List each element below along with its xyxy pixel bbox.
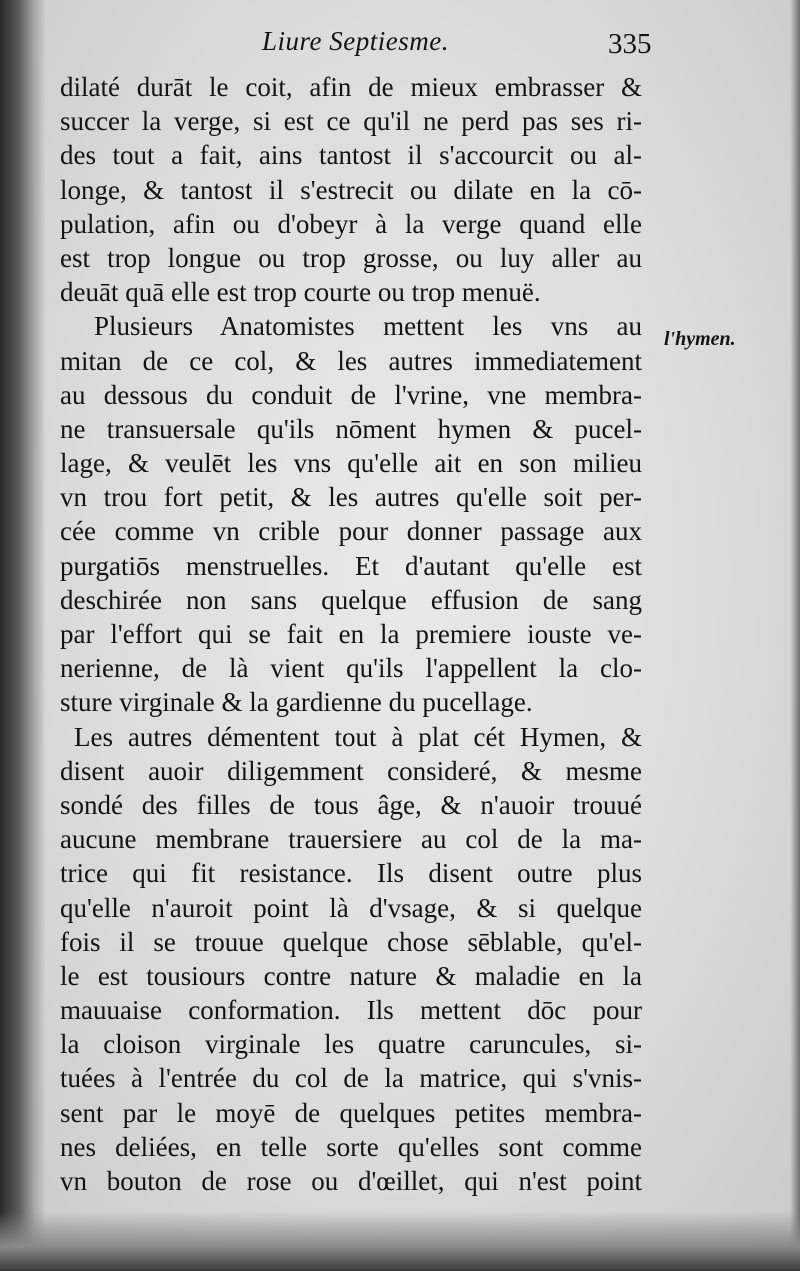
text-line: le est tousiours contre nature & maladie en la — [60, 960, 642, 991]
bottom-shadow — [0, 1211, 800, 1271]
text-line: mitan de ce col, & les autres immediatement — [60, 345, 642, 376]
text-line: par l'effort qui se fait en la premiere iouste ve- — [60, 619, 642, 649]
text-line: la cloison virginale les quatre caruncules, si- — [60, 1029, 642, 1060]
paragraph-start-line: Les autres démentent tout à plat cét Hymen, & — [74, 721, 642, 752]
text-line: nerienne, de là vient qu'ils l'appellent la clo- — [60, 653, 642, 684]
text-line: vn trou fort petit, & les autres qu'elle soit per- — [60, 482, 642, 513]
text-line: fois il se trouue quelque chose sēblable, qu'el- — [60, 926, 642, 957]
text-line: deschirée non sans quelque effusion de sang — [60, 584, 642, 615]
text-line: aucune membrane trauersiere au col de la ma- — [60, 824, 642, 855]
text-line: sent par le moyē de quelques petites membra- — [60, 1097, 642, 1128]
text-line: au dessous du conduit de l'vrine, vne membra- — [60, 379, 642, 410]
text-line: cée comme vn crible pour donner passage aux — [60, 516, 642, 547]
text-line: des tout a fait, ains tantost il s'accourcit ou al- — [60, 140, 642, 171]
paragraph-start-line: Plusieurs Anatomistes mettent les vns au — [94, 311, 642, 342]
marginal-note: l'hymen. — [664, 328, 736, 350]
text-line: qu'elle n'auroit point là d'vsage, & si quelque — [60, 892, 642, 923]
text-line: ne transuersale qu'ils nōment hymen & pucel- — [60, 413, 642, 444]
running-title: Liure Septiesme. — [262, 26, 449, 56]
page-edge-shadow — [790, 0, 800, 1271]
text-line: longe, & tantost il s'estrecit ou dilate en la cō- — [60, 174, 642, 205]
page-number: 335 — [608, 28, 652, 60]
text-line: deuāt quā elle est trop courte ou trop menuë. — [60, 277, 541, 308]
text-line: pulation, afin ou d'obeyr à la verge quand elle — [60, 208, 642, 239]
text-line: purgatiōs menstruelles. Et d'autant qu'elle est — [60, 550, 642, 581]
text-line: sture virginale & la gardienne du pucellage. — [60, 687, 533, 718]
text-line: mauuaise conformation. Ils mettent dōc pour — [60, 995, 642, 1026]
text-line: succer la verge, si est ce qu'il ne perd pas ses ri- — [60, 106, 642, 137]
text-line: vn bouton de rose ou d'œillet, qui n'est point — [60, 1166, 642, 1196]
text-line: nes deliées, en telle sorte qu'elles sont comme — [60, 1131, 642, 1162]
text-line: dilaté durāt le coit, afin de mieux embrasser & — [60, 72, 642, 102]
text-line: lage, & veulēt les vns qu'elle ait en son milieu — [60, 448, 642, 479]
text-line: trice qui fit resistance. Ils disent outre plus — [60, 858, 642, 889]
text-line: disent auoir diligemment consideré, & mesme — [60, 755, 642, 786]
gutter-shadow — [0, 0, 46, 1271]
text-line: sondé des filles de tous âge, & n'auoir trouué — [60, 789, 642, 820]
text-line: tuées à l'entrée du col de la matrice, qui s'vnis- — [60, 1063, 642, 1094]
text-line: est trop longue ou trop grosse, ou luy aller au — [60, 242, 642, 273]
body-text — [60, 70, 642, 1198]
